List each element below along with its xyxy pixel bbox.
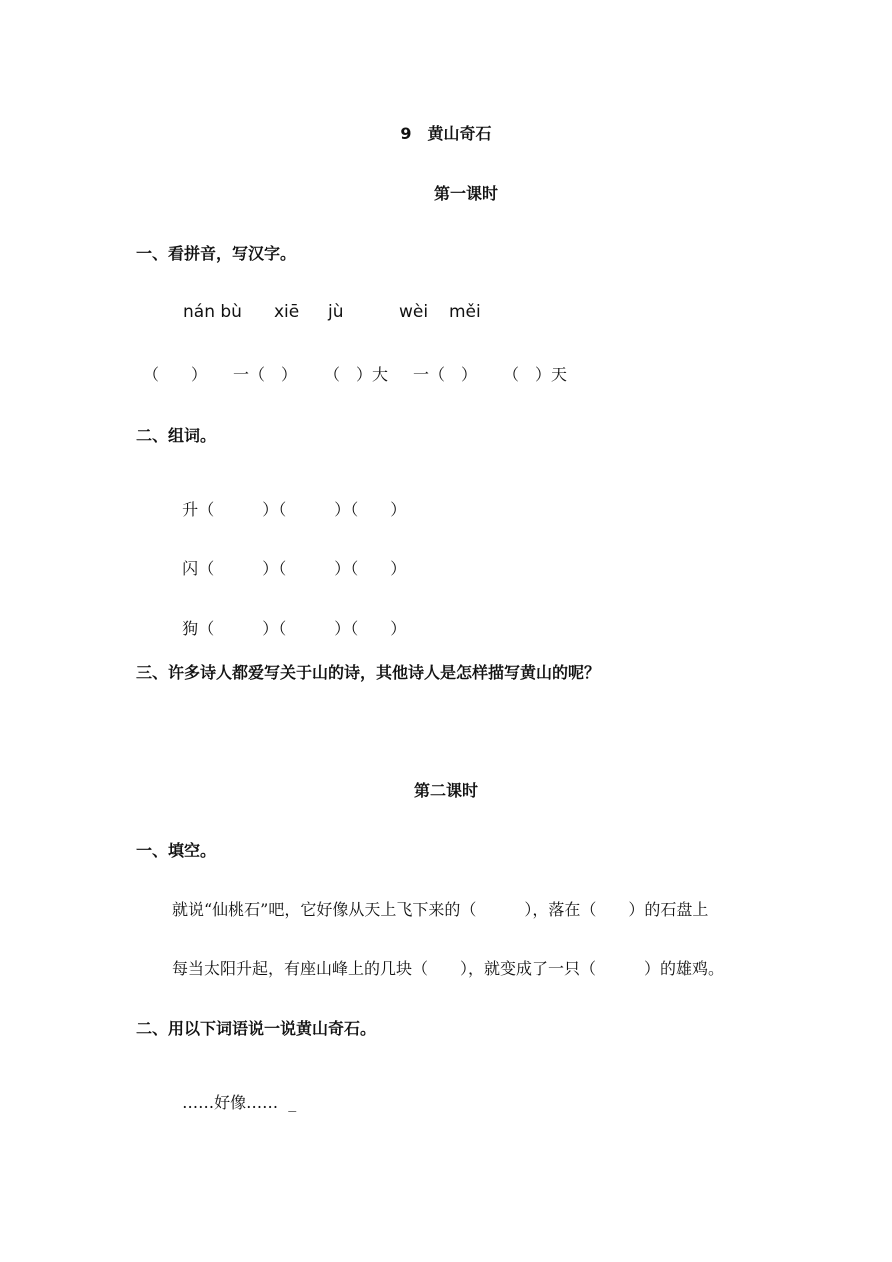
- hanzi-blank: （ ）天: [503, 365, 568, 384]
- fill-line: 就说“仙桃石”吧，它好像从天上飞下来的（ ），落在（ ）的石盘上: [172, 900, 709, 919]
- pinyin-item: jù: [328, 302, 344, 322]
- lesson2-q1-title: 一、填空。: [136, 841, 217, 860]
- page-title: 9 黄山奇石: [400, 124, 492, 143]
- hanzi-blank: 一（ ）: [233, 365, 298, 384]
- word-blanks: （ ）（ ）（ ）: [198, 619, 407, 638]
- word-row: [172, 605, 406, 637]
- lesson1-q3-title: 三、许多诗人都爱写关于山的诗，其他诗人是怎样描写黄山的呢？: [136, 663, 601, 682]
- pinyin-item: nán bù: [183, 302, 242, 322]
- lesson2-heading: 第二课时: [413, 781, 478, 800]
- hanzi-blank: 一（ ）: [413, 365, 478, 384]
- word-row: [172, 486, 406, 518]
- word-blanks: （ ）（ ）（ ）: [198, 500, 407, 519]
- hanzi-blank: （ ）大: [324, 365, 389, 384]
- pinyin-item: měi: [449, 302, 481, 322]
- lesson1-q2-title: 二、组词。: [136, 426, 217, 445]
- pinyin-item: wèi: [399, 302, 429, 322]
- sentence-prompt: [172, 1079, 296, 1111]
- word-blanks: （ ）（ ）（ ）: [198, 559, 407, 578]
- pinyin-item: xiē: [274, 302, 300, 322]
- word-row: [172, 545, 406, 577]
- prompt-text: ……好像……: [182, 1093, 279, 1112]
- hanzi-blank: （ ）: [143, 365, 208, 384]
- answer-blank: _: [288, 1093, 297, 1112]
- lesson2-q2-title: 二、用以下词语说一说黄山奇石。: [136, 1019, 377, 1038]
- lesson1-q1-title: 一、看拼音，写汉字。: [136, 244, 297, 263]
- lesson1-heading: 第一课时: [433, 184, 498, 203]
- fill-line: 每当太阳升起，有座山峰上的几块（ ），就变成了一只（ ）的雄鸡。: [172, 959, 725, 978]
- word-char: 升: [182, 500, 199, 519]
- word-char: 闪: [182, 559, 199, 578]
- word-char: 狗: [182, 619, 199, 638]
